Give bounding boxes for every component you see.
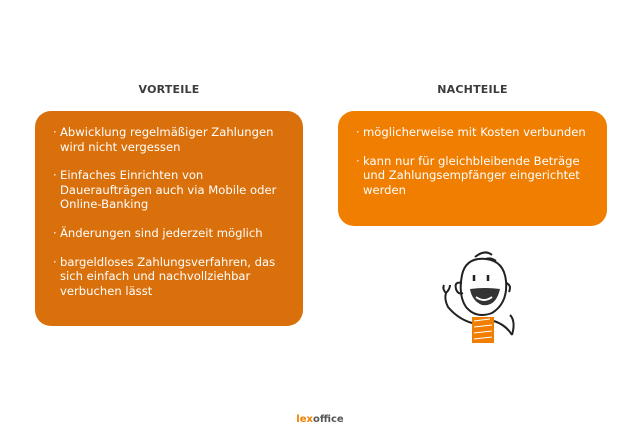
bullet: · <box>53 225 57 240</box>
advantages-box <box>35 111 303 326</box>
advantage-text: Einfaches Einrichten von Daueraufträgen auch via Mobile oder Online-Banking <box>60 168 277 212</box>
advantage-text: Abwicklung regelmäßiger Zahlungen wird nicht vergessen <box>60 125 274 154</box>
advantage-item <box>53 168 287 212</box>
advantage-item <box>53 255 287 299</box>
advantages-heading: VORTEILE <box>138 83 200 96</box>
disadvantages-box <box>338 111 607 226</box>
smiling-waving-character-icon <box>430 245 530 345</box>
advantage-item <box>53 226 287 241</box>
advantage-text: bargeldloses Zahlungsverfahren, das sich einfach und nachvollziehbar verbuchen lässt <box>60 254 276 298</box>
logo-lex: lex <box>296 414 313 425</box>
bullet: · <box>53 125 57 139</box>
disadvantage-text: kann nur für gleichbleibende Beträge und Zahlungsempfänger eingerichtet werden <box>363 153 580 197</box>
disadvantages-heading: NACHTEILE <box>437 83 508 96</box>
bullet: · <box>53 168 57 183</box>
bullet: · <box>356 125 360 139</box>
logo-office: office <box>312 414 344 425</box>
bullet: · <box>53 254 57 269</box>
disadvantage-item <box>356 154 591 198</box>
disadvantage-text: möglicherweise mit Kosten verbunden <box>363 125 586 139</box>
bullet: · <box>356 153 360 168</box>
advantage-item <box>53 125 287 154</box>
lexoffice-logo <box>0 414 640 425</box>
disadvantage-item <box>356 125 591 140</box>
advantage-text: Änderungen sind jederzeit möglich <box>60 225 263 240</box>
